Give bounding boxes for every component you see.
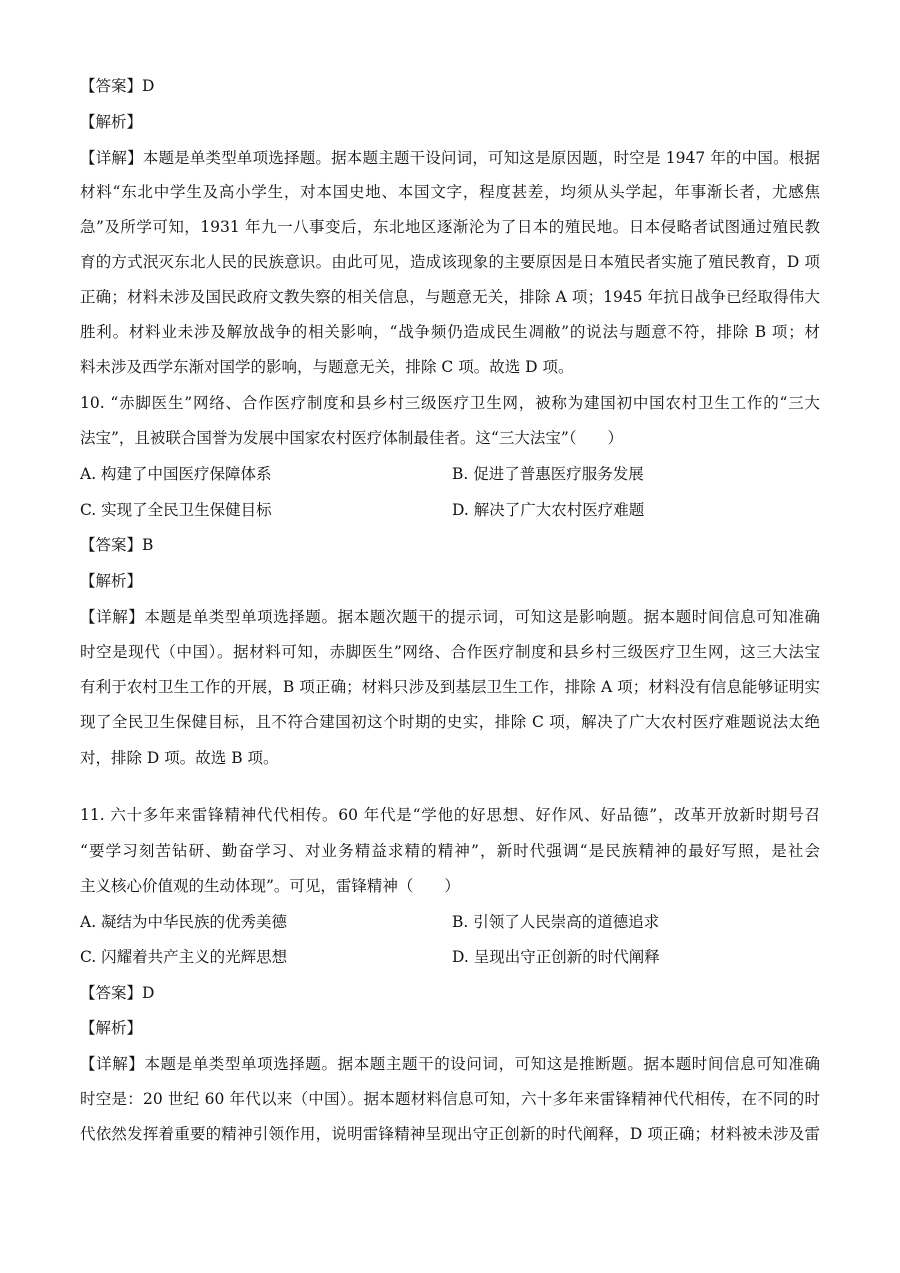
q11-detail-line: 时空是：20 世纪 60 年代以来（中国）。据本题材料信息可知，六十多年来雷锋精神代代相传，在不同的时 (80, 1090, 820, 1108)
q11-option-c: C. 闪耀着共产主义的光辉思想 (80, 948, 288, 966)
q11-analysis-label: 【解析】 (80, 1019, 143, 1037)
q11-stem-line: “要学习刻苦钻研、勤奋学习、对业务精益求精的精神”，新时代强调“是民族精神的最好写照，是社会 (80, 842, 820, 860)
q9-detail-line: 材料“东北中学生及高小学生，对本国史地、本国文字，程度甚差，均须从头学起，年事渐长者，尤感焦 (80, 183, 820, 201)
q10-stem-line: 法宝”，且被联合国誉为发展中国家农村医疗体制最佳者。这“三大法宝”（ ） (80, 429, 624, 447)
q9-detail-line: 急”及所学可知，1931 年九一八事变后，东北地区逐渐沦为了日本的殖民地。日本侵略者试图通过殖民教 (80, 218, 820, 236)
q11-stem-line: 11. 六十多年来雷锋精神代代相传。60 年代是“学他的好思想、好作风、好品德”，改革开放新时期号召 (80, 806, 820, 824)
q10-analysis-label: 【解析】 (80, 572, 143, 590)
q10-option-c: C. 实现了全民卫生保健目标 (80, 501, 272, 519)
q9-detail-line: 料未涉及西学东渐对国学的影响，与题意无关，排除 C 项。故选 D 项。 (80, 358, 574, 376)
q11-stem-line: 主义核心价值观的生动体现”。可见，雷锋精神（ ） (80, 877, 460, 895)
q10-option-a: A. 构建了中国医疗保障体系 (80, 465, 272, 483)
q10-answer: 【答案】B (80, 536, 154, 554)
q9-detail-line: 胜利。材料业未涉及解放战争的相关影响，“战争频仍造成民生凋敝”的说法与题意不符，排除 B 项；材 (80, 323, 820, 341)
q11-answer: 【答案】D (80, 984, 155, 1002)
q9-detail-line: 正确；材料未涉及国民政府文教失察的相关信息，与题意无关，排除 A 项；1945 年抗日战争已经取得伟大 (80, 288, 820, 306)
q10-detail-line: 对，排除 D 项。故选 B 项。 (80, 749, 279, 767)
q10-detail-line: 【详解】本题是单类型单项选择题。据本题次题干的提示词，可知这是影响题。据本题时间信息可知准确 (80, 608, 820, 626)
q10-detail-line: 现了全民卫生保健目标，且不符合建国初这个时期的史实，排除 C 项，解决了广大农村医疗难题说法太绝 (80, 713, 820, 731)
q10-detail-line: 有利于农村卫生工作的开展，B 项正确；材料只涉及到基层卫生工作，排除 A 项；材料没有信息能够证明实 (80, 678, 820, 696)
q9-answer: 【答案】D (80, 77, 155, 95)
q11-option-a: A. 凝结为中华民族的优秀美德 (80, 913, 288, 931)
q11-detail-line: 【详解】本题是单类型单项选择题。据本题主题干的设问词，可知这是推断题。据本题时间信息可知准确 (80, 1055, 820, 1073)
q10-option-d: D. 解决了广大农村医疗难题 (452, 501, 645, 519)
q10-detail-line: 时空是现代（中国）。据材料可知，赤脚医生”网络、合作医疗制度和县乡村三级医疗卫生网，这三大法宝 (80, 643, 820, 661)
q11-detail-line: 代依然发挥着重要的精神引领作用，说明雷锋精神呈现出守正创新的时代阐释，D 项正确；材料被未涉及雷 (80, 1125, 820, 1143)
q10-stem-line: 10. “赤脚医生”网络、合作医疗制度和县乡村三级医疗卫生网，被称为建国初中国农村卫生工作的“三大 (80, 394, 820, 412)
q11-option-d: D. 呈现出守正创新的时代阐释 (452, 948, 660, 966)
q9-detail-line: 育的方式泯灭东北人民的民族意识。由此可见，造成该现象的主要原因是日本殖民者实施了殖民教育，D 项 (80, 253, 820, 271)
q9-analysis-label: 【解析】 (80, 113, 143, 131)
q9-detail-line: 【详解】本题是单类型单项选择题。据本题主题干设问词，可知这是原因题，时空是 1947 年的中国。根据 (80, 149, 820, 167)
q10-option-b: B. 促进了普惠医疗服务发展 (452, 465, 644, 483)
q11-option-b: B. 引领了人民崇高的道德追求 (452, 913, 660, 931)
